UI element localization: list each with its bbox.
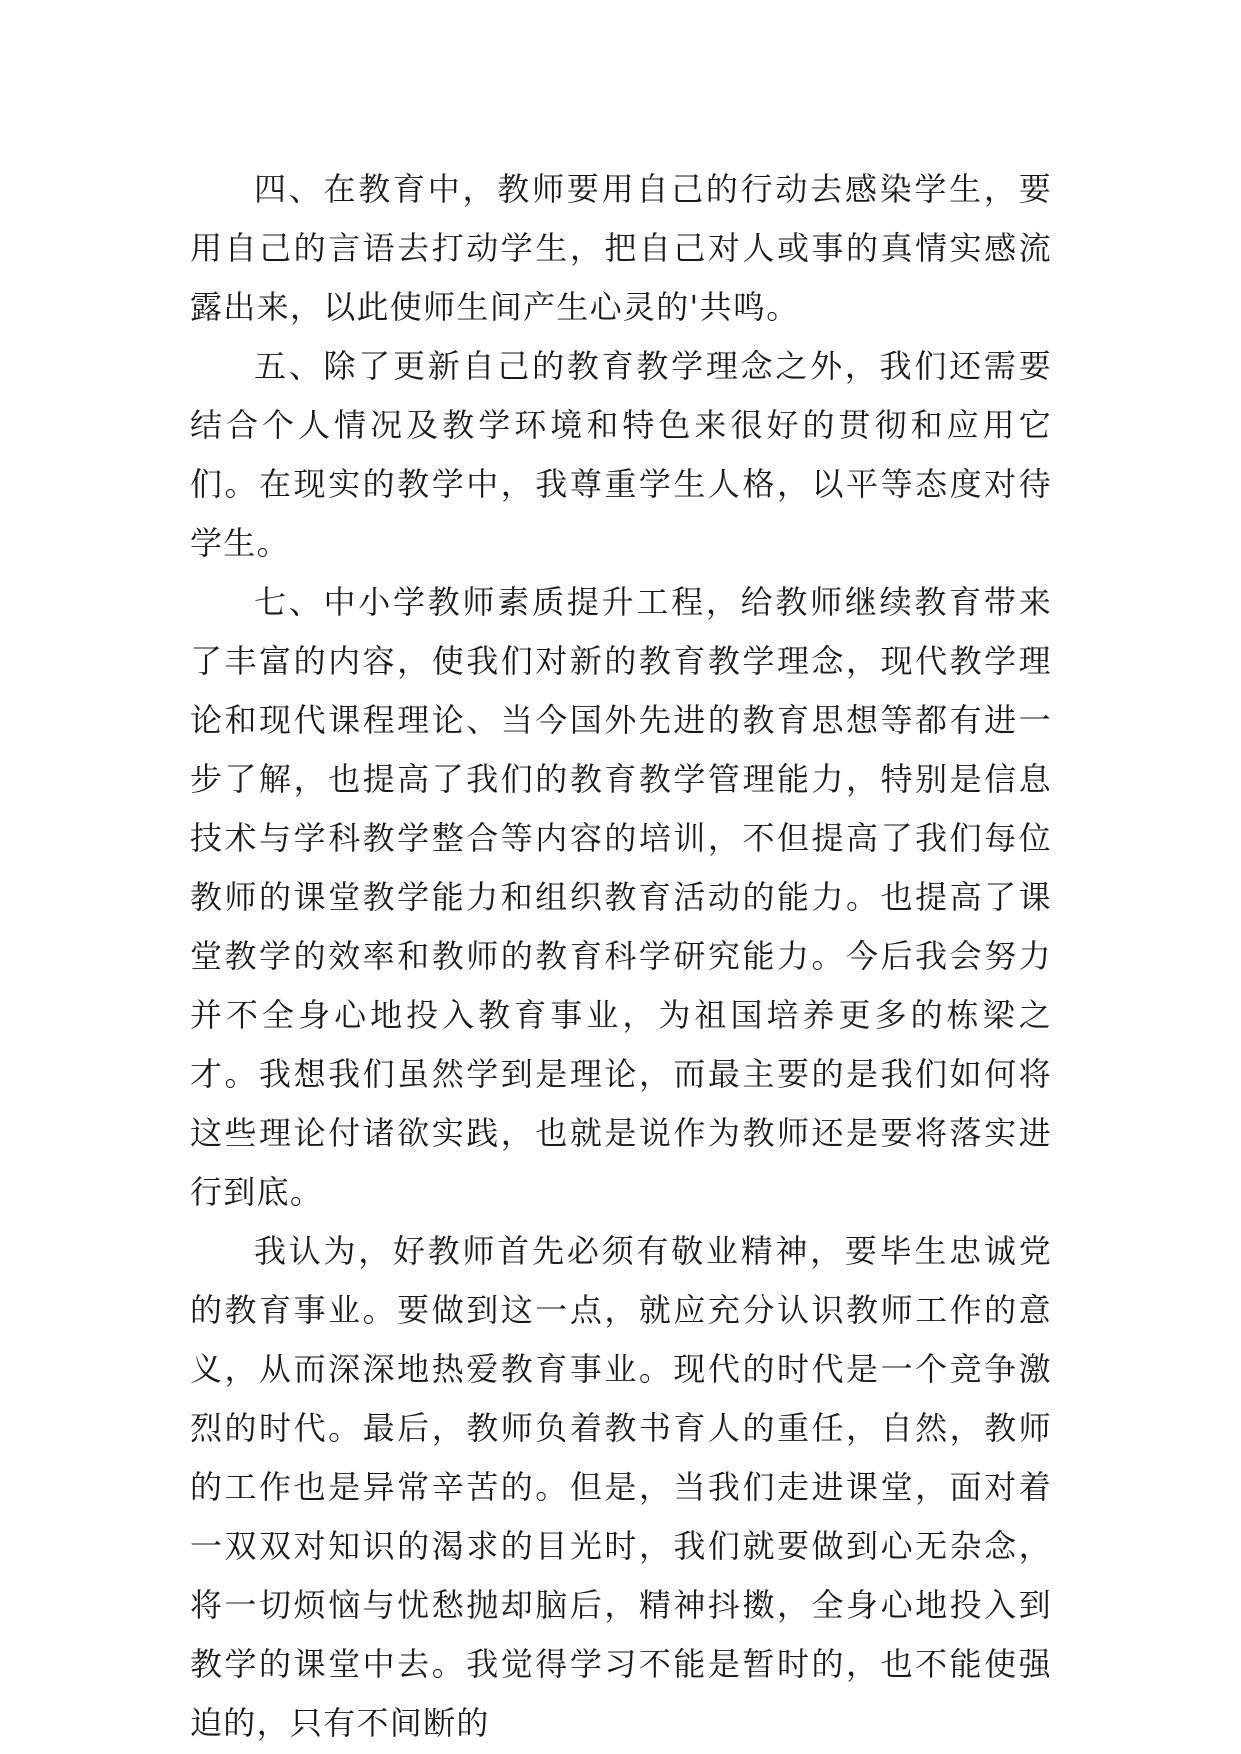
paragraph-five: 五、除了更新自己的教育教学理念之外，我们还需要结合个人情况及教学环境和特色来很好的贯彻和应用它们。在现实的教学中，我尊重学生人格，以平等态度对待学生。: [190, 347, 1052, 562]
document-body: [190, 160, 1052, 1753]
paragraph-seven: 七、中小学教师素质提升工程，给教师继续教育带来了丰富的内容，使我们对新的教育教学理念，现代教学理论和现代课程理论、当今国外先进的教育思想等都有进一步了解，也提高了我们的教育教学管理能力，特别是信息技术与学科教学整合等内容的培训，不但提高了我们每位教师的课堂教学能力和组织教育活动的能力。也提高了课堂教学的效率和教师的教育科学研究能力。今后我会努力并不全身心地投入教育事业，为祖国培养更多的栋梁之才。我想我们虽然学到是理论，而最主要的是我们如何将这些理论付诸欲实践，也就是说作为教师还是要将落实进行到底。: [190, 583, 1052, 1211]
paragraph-four: 四、在教育中，教师要用自己的行动去感染学生，要用自己的言语去打动学生，把自己对人或事的真情实感流露出来，以此使师生间产生心灵的'共鸣。: [190, 170, 1052, 326]
paragraph-opinion: 我认为，好教师首先必须有敬业精神，要毕生忠诚党的教育事业。要做到这一点，就应充分认识教师工作的意义，从而深深地热爱教育事业。现代的时代是一个竞争激烈的时代。最后，教师负着教书育人的重任，自然，教师的工作也是异常辛苦的。但是，当我们走进课堂，面对着一双双对知识的渴求的目光时，我们就要做到心无杂念，将一切烦恼与忧愁抛却脑后，精神抖擞，全身心地投入到教学的课堂中去。我觉得学习不能是暂时的，也不能使强迫的，只有不间断的: [190, 1232, 1052, 1742]
